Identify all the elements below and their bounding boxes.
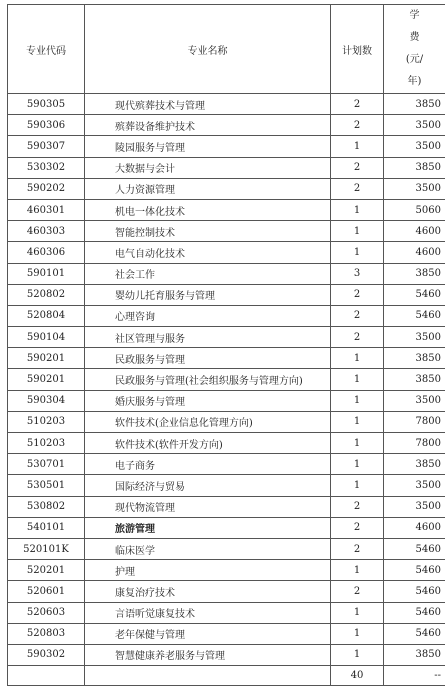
tuition-cell	[384, 157, 445, 178]
total-name-cell	[85, 666, 331, 686]
tuition-cell-text: 3500	[416, 480, 445, 491]
tuition-cell	[384, 581, 445, 602]
major-name-cell-text: 民政服务与管理	[85, 355, 185, 366]
enrollment-plan-table	[7, 4, 445, 686]
major-code-cell: 590305	[8, 94, 85, 115]
tuition-cell-text: 3850	[416, 99, 445, 110]
major-name-cell	[85, 369, 331, 390]
major-name-cell-text: 软件技术(企业信息化管理方向)	[85, 418, 253, 429]
plan-count-cell: 1	[331, 560, 384, 581]
major-name-cell-text: 陵园服务与管理	[85, 143, 185, 154]
tuition-cell	[384, 560, 445, 581]
table-row	[8, 560, 445, 581]
major-name-cell	[85, 327, 331, 348]
major-code-cell: 590302	[8, 644, 85, 665]
major-code-cell: 540101	[8, 517, 85, 538]
major-code-cell: 520601	[8, 581, 85, 602]
table-row	[8, 496, 445, 517]
major-name-cell	[85, 496, 331, 517]
major-name-cell-text: 护理	[85, 567, 135, 578]
table-row	[8, 157, 445, 178]
table-row	[8, 284, 445, 305]
major-code-cell: 520201	[8, 560, 85, 581]
major-code-cell: 510203	[8, 433, 85, 454]
header-tuition-line2: 费	[384, 27, 445, 49]
major-name-cell	[85, 454, 331, 475]
table-row	[8, 178, 445, 199]
table-row	[8, 221, 445, 242]
tuition-cell	[384, 517, 445, 538]
tuition-cell-text: 3500	[416, 395, 445, 406]
major-code-cell: 530501	[8, 475, 85, 496]
major-name-cell	[85, 538, 331, 559]
major-name-cell	[85, 221, 331, 242]
tuition-cell	[384, 136, 445, 157]
tuition-cell-text: 4600	[416, 522, 445, 533]
major-name-cell-text: 婴幼儿托育服务与管理	[85, 291, 215, 302]
tuition-cell	[384, 538, 445, 559]
tuition-cell-text: 5060	[416, 205, 445, 216]
table-row	[8, 136, 445, 157]
major-name-cell	[85, 433, 331, 454]
major-code-cell: 590201	[8, 369, 85, 390]
major-name-cell	[85, 411, 331, 432]
tuition-cell-text: 7800	[416, 416, 445, 427]
tuition-cell	[384, 644, 445, 665]
plan-count-cell: 1	[331, 475, 384, 496]
plan-count-cell: 2	[331, 538, 384, 559]
plan-count-cell: 1	[331, 602, 384, 623]
plan-count-cell: 1	[331, 369, 384, 390]
tuition-cell	[384, 348, 445, 369]
major-name-cell	[85, 157, 331, 178]
plan-count-cell: 2	[331, 157, 384, 178]
total-fee-value: --	[434, 670, 445, 681]
major-name-cell	[85, 263, 331, 284]
major-name-cell	[85, 644, 331, 665]
tuition-cell	[384, 475, 445, 496]
table-row	[8, 263, 445, 284]
plan-count-cell: 2	[331, 581, 384, 602]
total-plan-cell: 40	[331, 666, 384, 686]
major-code-cell: 520804	[8, 305, 85, 326]
major-name-cell-text: 社区管理与服务	[85, 334, 185, 345]
tuition-cell	[384, 115, 445, 136]
header-tuition-line3: (元/	[384, 49, 445, 71]
tuition-cell-text: 3850	[416, 353, 445, 364]
total-code-cell	[8, 666, 85, 686]
plan-count-cell: 1	[331, 644, 384, 665]
tuition-cell	[384, 327, 445, 348]
plan-count-cell: 2	[331, 115, 384, 136]
table-row	[8, 242, 445, 263]
plan-count-cell: 3	[331, 263, 384, 284]
tuition-cell	[384, 390, 445, 411]
major-code-cell: 590306	[8, 115, 85, 136]
major-name-cell-text: 心理咨询	[85, 312, 155, 323]
plan-count-cell: 2	[331, 305, 384, 326]
tuition-cell-text: 5460	[416, 544, 445, 555]
table-body	[8, 94, 445, 666]
plan-count-cell: 1	[331, 433, 384, 454]
tuition-cell-text: 3850	[416, 649, 445, 660]
major-name-cell-text: 殡葬设备维护技术	[85, 122, 195, 133]
tuition-cell	[384, 242, 445, 263]
tuition-cell-text: 5460	[416, 607, 445, 618]
table-row	[8, 433, 445, 454]
tuition-cell	[384, 433, 445, 454]
table-row	[8, 348, 445, 369]
major-code-cell: 520802	[8, 284, 85, 305]
major-name-cell	[85, 305, 331, 326]
major-name-cell	[85, 242, 331, 263]
major-code-cell: 590307	[8, 136, 85, 157]
table-row	[8, 94, 445, 115]
major-name-cell	[85, 94, 331, 115]
major-name-cell	[85, 560, 331, 581]
major-name-cell-text: 老年保健与管理	[85, 630, 185, 641]
major-name-cell	[85, 178, 331, 199]
major-name-cell-text: 民政服务与管理(社会组织服务与管理方向)	[85, 376, 303, 387]
major-name-cell-text: 机电一体化技术	[85, 207, 185, 218]
major-name-cell-text: 智能控制技术	[85, 228, 175, 239]
major-name-cell-text: 婚庆服务与管理	[85, 397, 185, 408]
tuition-cell-text: 3850	[416, 162, 445, 173]
major-code-cell: 590104	[8, 327, 85, 348]
tuition-cell	[384, 454, 445, 475]
tuition-cell-text: 5460	[416, 586, 445, 597]
header-tuition	[384, 5, 445, 94]
tuition-cell-text: 3500	[416, 501, 445, 512]
table-row	[8, 305, 445, 326]
major-name-cell-text: 软件技术(软件开发方向)	[85, 440, 223, 451]
header-major-code: 专业代码	[8, 5, 85, 94]
tuition-cell-text: 3500	[416, 141, 445, 152]
plan-count-cell: 1	[331, 348, 384, 369]
table-row	[8, 327, 445, 348]
plan-count-cell: 1	[331, 199, 384, 220]
table-row	[8, 390, 445, 411]
table-row	[8, 623, 445, 644]
plan-count-cell: 2	[331, 496, 384, 517]
tuition-cell	[384, 178, 445, 199]
total-row	[8, 666, 445, 686]
major-name-cell	[85, 136, 331, 157]
major-code-cell: 460301	[8, 199, 85, 220]
major-code-cell: 520803	[8, 623, 85, 644]
plan-count-cell: 1	[331, 411, 384, 432]
major-name-cell-text: 大数据与会计	[85, 164, 175, 175]
major-code-cell: 460306	[8, 242, 85, 263]
major-name-cell-text: 现代殡葬技术与管理	[85, 101, 205, 112]
table-row	[8, 411, 445, 432]
major-name-cell-text: 人力资源管理	[85, 185, 175, 196]
major-code-cell: 520603	[8, 602, 85, 623]
major-name-cell	[85, 199, 331, 220]
tuition-cell	[384, 199, 445, 220]
table-row	[8, 538, 445, 559]
major-code-cell: 530302	[8, 157, 85, 178]
major-name-cell	[85, 115, 331, 136]
tuition-cell	[384, 623, 445, 644]
plan-count-cell: 1	[331, 454, 384, 475]
tuition-cell-text: 4600	[416, 226, 445, 237]
tuition-cell-text: 3500	[416, 120, 445, 131]
major-name-cell-text: 电子商务	[85, 461, 155, 472]
major-name-cell	[85, 602, 331, 623]
major-name-cell-text: 社会工作	[85, 270, 155, 281]
major-code-cell: 590304	[8, 390, 85, 411]
major-code-cell: 590201	[8, 348, 85, 369]
table-row	[8, 602, 445, 623]
table-row	[8, 115, 445, 136]
table-row	[8, 369, 445, 390]
tuition-cell-text: 5460	[416, 310, 445, 321]
major-code-cell: 520101K	[8, 538, 85, 559]
major-name-cell	[85, 348, 331, 369]
plan-count-cell: 2	[331, 284, 384, 305]
header-major-name: 专业名称	[85, 5, 331, 94]
plan-count-cell: 1	[331, 221, 384, 242]
tuition-cell	[384, 411, 445, 432]
major-code-cell: 510203	[8, 411, 85, 432]
plan-count-cell: 1	[331, 623, 384, 644]
tuition-cell	[384, 284, 445, 305]
major-name-cell-text: 言语听觉康复技术	[85, 609, 195, 620]
header-plan-count: 计划数	[331, 5, 384, 94]
major-code-cell: 460303	[8, 221, 85, 242]
tuition-cell-text: 5460	[416, 289, 445, 300]
major-name-cell	[85, 623, 331, 644]
table-row	[8, 199, 445, 220]
major-name-cell-text: 现代物流管理	[85, 503, 175, 514]
major-name-cell	[85, 284, 331, 305]
major-code-cell: 530802	[8, 496, 85, 517]
tuition-cell-text: 3850	[416, 268, 445, 279]
table-row	[8, 581, 445, 602]
major-name-cell	[85, 390, 331, 411]
tuition-cell-text: 3850	[416, 374, 445, 385]
header-tuition-line4: 年)	[384, 71, 445, 93]
major-name-cell-text: 旅游管理	[85, 524, 155, 535]
table-row	[8, 475, 445, 496]
table-row	[8, 517, 445, 538]
table-row	[8, 454, 445, 475]
plan-count-cell: 2	[331, 517, 384, 538]
major-code-cell: 590101	[8, 263, 85, 284]
plan-count-cell: 1	[331, 136, 384, 157]
tuition-cell-text: 3500	[416, 183, 445, 194]
header-tuition-line1: 学	[384, 5, 445, 27]
tuition-cell	[384, 602, 445, 623]
tuition-cell-text: 3850	[416, 459, 445, 470]
major-name-cell-text: 国际经济与贸易	[85, 482, 185, 493]
plan-count-cell: 1	[331, 390, 384, 411]
tuition-cell-text: 5460	[416, 565, 445, 576]
plan-count-cell: 2	[331, 178, 384, 199]
tuition-cell-text: 4600	[416, 247, 445, 258]
major-name-cell-text: 电气自动化技术	[85, 249, 185, 260]
major-name-cell	[85, 517, 331, 538]
tuition-cell	[384, 305, 445, 326]
table-row	[8, 644, 445, 665]
tuition-cell	[384, 94, 445, 115]
tuition-cell	[384, 369, 445, 390]
major-name-cell	[85, 475, 331, 496]
tuition-cell	[384, 221, 445, 242]
total-fee-cell	[384, 666, 445, 686]
major-code-cell: 590202	[8, 178, 85, 199]
plan-count-cell: 2	[331, 94, 384, 115]
major-name-cell-text: 智慧健康养老服务与管理	[85, 651, 225, 662]
tuition-cell	[384, 263, 445, 284]
tuition-cell	[384, 496, 445, 517]
major-code-cell: 530701	[8, 454, 85, 475]
plan-count-cell: 2	[331, 327, 384, 348]
plan-count-cell: 1	[331, 242, 384, 263]
tuition-cell-text: 7800	[416, 438, 445, 449]
tuition-cell-text: 5460	[416, 628, 445, 639]
major-name-cell-text: 临床医学	[85, 546, 155, 557]
major-name-cell-text: 康复治疗技术	[85, 588, 175, 599]
major-name-cell	[85, 581, 331, 602]
table-header-row	[8, 5, 445, 94]
tuition-cell-text: 3500	[416, 332, 445, 343]
